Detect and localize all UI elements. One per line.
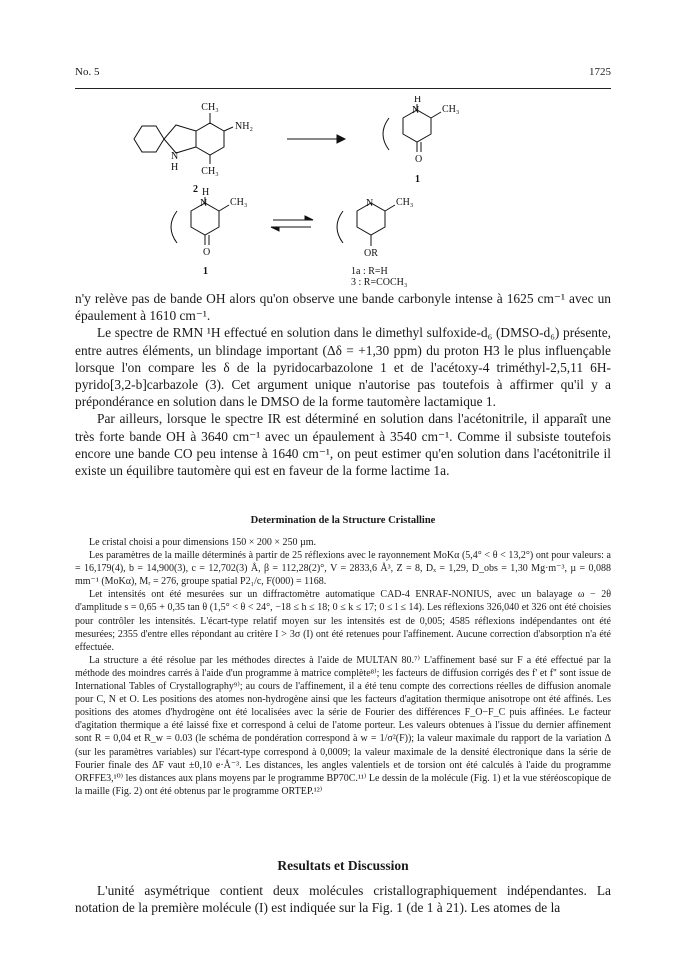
label-3: 3 : R=COCH₃ xyxy=(351,277,408,288)
c1b-ch3: CH₃ xyxy=(230,197,248,208)
label-1-top: 1 xyxy=(415,174,420,185)
intensity-measurement: Let intensités ont été mesurées sur un diffractomètre automatique CAD-4 ENRAF-NONIUS, avec un balayage ω − 2θ d'amplitude s = 0,65 + 0,35 tan θ (1,5° < θ < 24°, −18 ≤ h ≤ 18; 0 ≤ k ≤ 17; 0 ≤ l ≤ 14). Les réflexions 326,040 et 326 ont été choisies pour contrôler les intensités. L'écart-type relatif moyen sur les intensités est de 0,005; 4585 réflexions indépendantes ont été mesurées; 2355 d'entre elles répondant au critère I > 3σ (I) ont été retenues pour l'affinement. Aucune correction d'absorption n'a été effectuée. xyxy=(75,589,611,653)
c1t-n: N xyxy=(412,105,420,116)
paragraph-rmn: Le spectre de RMN ¹H effectué en solution dans le dimethyl sulfoxide-d₆ (DMSO-d₆) présente, entre autres éléments, un blindage important (Δδ = +1,30 ppm) du proton H3 le plus influençable lorsque l'on compare les δ de la pyridocarbazolone 1 et de l'acétoxy-4 triméthyl-2,5,11 6H-pyrido[3,2-b]carbazole (3). Cet argument unique n'autorise pas toutefois à affirmer qu'il y a prépondérance en solution dans le DMSO de la forme tautomère lactamique 1. xyxy=(75,325,611,410)
section-heading-results: Resultats et Discussion xyxy=(277,858,409,873)
header-rule xyxy=(75,88,611,89)
intro-text xyxy=(75,290,611,479)
section-heading-structure: Determination de la Structure Cristalline xyxy=(250,515,436,526)
cell-parameters: Les paramètres de la maille déterminés à partir de 25 réflexions avec le rayonnement MoKα (5,4° < θ < 13,2°) ont pour valeurs: a = 16,179(4), b = 14,900(3), c = 12,702(3) Å, β = 112,28(2)°, V = 2833,6 Å³, Z = 8, Dₓ = 1,29, D_obs = 1,30 Mg·m⁻³, µ = 0,088 mm⁻¹ (MoKα), Mᵣ = 276, groupe spatial P2₁/c, F(000) = 1168. xyxy=(75,550,611,588)
c2-h: H xyxy=(171,162,179,173)
page-number: 1725 xyxy=(589,66,611,78)
c2-n: N xyxy=(171,151,179,162)
c1b-n: N xyxy=(200,198,208,209)
scheme-drawing xyxy=(75,96,611,288)
c1t-h: H xyxy=(414,96,422,105)
paragraph-continuation: n'y relève pas de bande OH alors qu'on observe une bande carbonyle intense à 1625 cm⁻¹ avec un épaulement à 1610 cm⁻¹. xyxy=(75,291,611,324)
results-text xyxy=(75,882,611,916)
structure-resolution: La structure a été résolue par les méthodes directes à l'aide de MULTAN 80.⁷⁾ L'affinement basé sur F a été effectué par la méthode des moindres carrés à l'aide d'un programme à matrice complète⁸⁾; les facteurs de diffusion corrigés des f' et f'' sont issue de International Tables of Crystallography⁹⁾; au cours de l'affinement, il a été tenu compte des corrections réelles de diffusion anomale pour C, N et O. Les positions des atomes non-hydrogène ainsi que les facteurs d'agitation thermique anisotrope ont été affinés. Les positions des atomes d'hydrogène ont été localisées avec la série de Fourier des différences F_O−F_C puis affinées. Le facteur d'agitation thermique a été laissé fixe et correspond à celui de l'atome porteur. Les valeurs obtenues à l'issue du dernier affinement sont R = 0,04 et R_w = 0.03 (le schéma de pondération correspond à w = 1/σ²(F)); la valeur maximale du rapport de la variation Δ (sur les paramètres variables) sur l'écart-type correspond à 0,0009; la valeur maximale de la densité électronique dans la série de Fourier finale des ΔF vaut ±0,10 e·Å⁻³. Les distances, les angles valentiels et de torsion ont été calculés à l'aide du programme ORFFE3,¹⁰⁾ les distances aux plans moyens par le programme BP70C.¹¹⁾ Le dessin de la molécule (Fig. 1) et la vue stéréoscopique de la maille (Fig. 2) ont été obtenus par le programme ORTEP.¹²⁾ xyxy=(75,654,611,797)
c1a-ch3: CH₃ xyxy=(396,197,414,208)
paragraph-results: L'unité asymétrique contient deux molécules cristallographiquement indépendantes. La notation de la première molécule (I) est indiquée sur la Fig. 1 (de 1 à 21). Les atomes de la xyxy=(75,883,611,916)
reaction-scheme xyxy=(75,96,611,288)
c1b-o: O xyxy=(203,247,211,258)
label-1a: 1a : R=H xyxy=(351,266,388,277)
c1a-n: N xyxy=(366,198,374,209)
structure-text xyxy=(75,536,611,798)
c1t-ch3: CH₃ xyxy=(442,104,460,115)
c2-nh2: NH₂ xyxy=(235,121,253,132)
c2-ch3-bottom: CH₃ xyxy=(201,166,219,177)
page-header xyxy=(75,66,611,84)
paragraph-ir: Par ailleurs, lorsque le spectre IR est déterminé en solution dans l'acétonitrile, il apparaît une très forte bande OH à 3640 cm⁻¹ avec un épaulement à 3540 cm⁻¹. Comme il subsiste toutefois encore une bande CO peu intense à 1640 cm⁻¹, on peut estimer qu'en solution dans l'acétonitrile il existe un équilibre tautomère qui est en faveur de la forme lactime 1a. xyxy=(75,411,611,479)
c1b-h: H xyxy=(202,187,210,198)
label-1-bottom: 1 xyxy=(203,266,208,277)
journal-issue: No. 5 xyxy=(75,66,100,78)
c1t-o: O xyxy=(415,154,423,165)
c2-ch3-top: CH₃ xyxy=(201,102,219,113)
c1a-or: OR xyxy=(364,248,378,259)
crystal-dimensions: Le cristal choisi a pour dimensions 150 × 200 × 250 µm. xyxy=(89,537,317,548)
label-2: 2 xyxy=(193,184,198,195)
